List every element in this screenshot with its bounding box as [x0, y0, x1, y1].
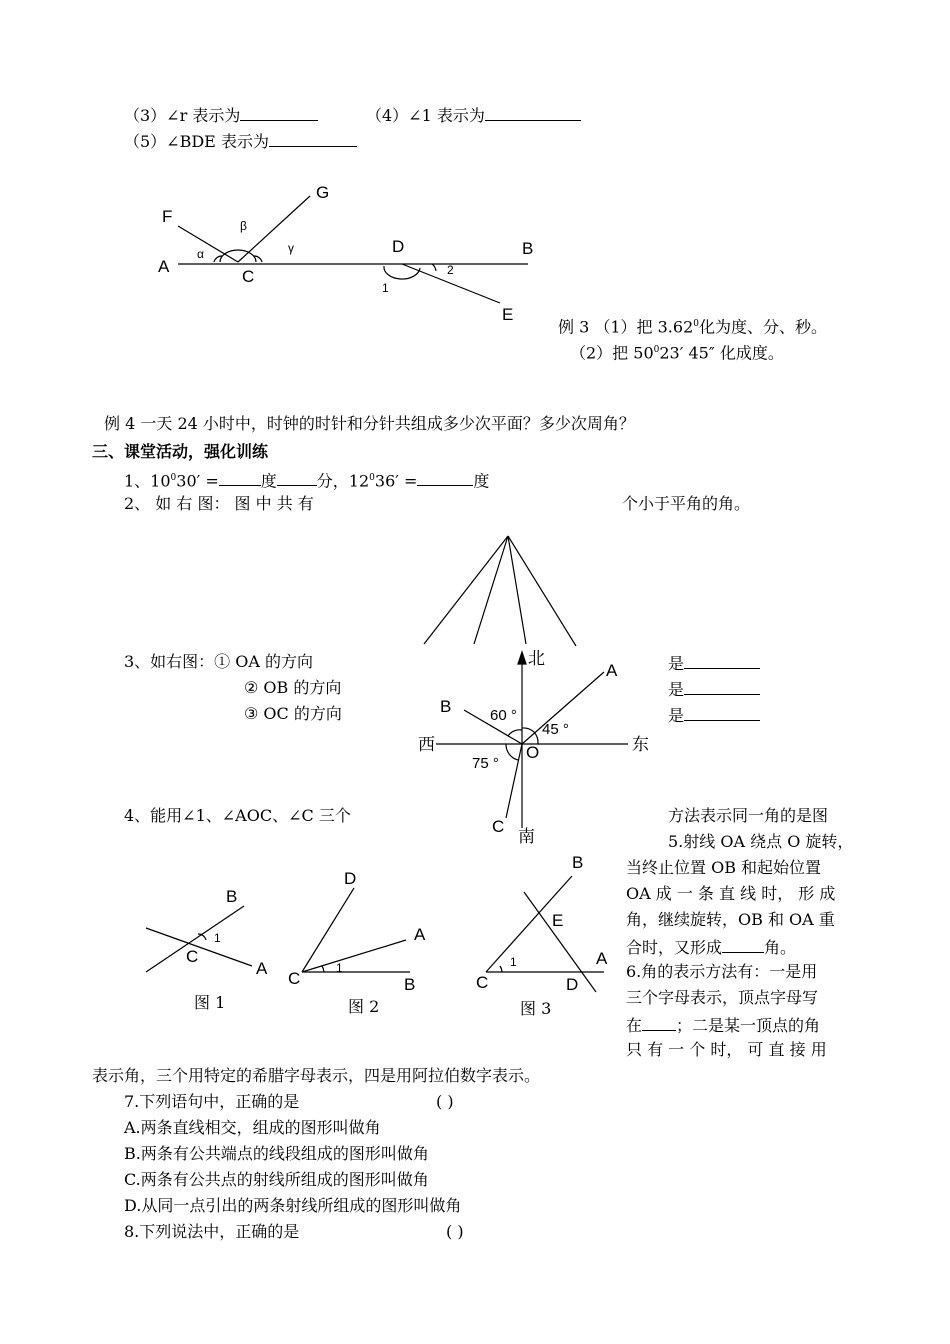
label-south: 南 [518, 827, 535, 846]
fig1-label-C: C [186, 947, 199, 966]
label-west: 西 [418, 735, 435, 754]
q5-line-2: 当终止位置 OB 和起始位置 [626, 858, 822, 877]
question-line-4: （4）∠1 表示为 [366, 104, 581, 126]
fig2-label-A: A [414, 925, 426, 944]
label-F: F [162, 207, 173, 226]
fig1-label-1: 1 [214, 931, 221, 945]
question-line-3: （3）∠r 表示为 [124, 104, 318, 126]
question-3-line-2: ② OB 的方向 [244, 678, 342, 697]
q7-option-d[interactable]: D.从同一点引出的两条射线所组成的图形叫做角 [124, 1196, 462, 1215]
label-A: A [606, 661, 618, 680]
question-3-line-1: 3、如右图：① OA 的方向 [124, 652, 314, 671]
fig2-label-1: 1 [336, 961, 343, 975]
question-2-part-b: 个小于平角的角。 [622, 494, 751, 513]
q7-option-a[interactable]: A.两条直线相交，组成的图形叫做角 [124, 1118, 381, 1137]
label-gamma: γ [288, 241, 294, 255]
label-B: B [440, 697, 452, 716]
label-D: D [392, 237, 405, 256]
fig1-caption: 图 1 [194, 993, 226, 1012]
fig3-label-1: 1 [510, 955, 517, 969]
fig3-label-E: E [552, 911, 564, 930]
label-45: 45 ° [542, 721, 569, 738]
question-1: 1、$10^030'$ = 度 分，$12^036'$ = 度 [124, 471, 490, 491]
question-8: 8.下列说法中，正确的是 [124, 1222, 300, 1241]
q6-line-4: 只 有 一 个 时， 可 直 接 用 [626, 1040, 827, 1059]
answer-OC: 是 [668, 704, 760, 726]
example-4: 例 4 一天 24 小时中，时钟的时针和分针共组成多少次平面？多少次周角？ [104, 414, 635, 433]
q7-answer-paren[interactable]: ( ) [436, 1092, 454, 1111]
answer-OA: 是 [668, 652, 760, 674]
q7-option-b[interactable]: B.两条有公共端点的线段组成的图形叫做角 [124, 1144, 429, 1163]
q6-line-5: 表示角，三个用特定的希腊字母表示，四是用阿拉伯数字表示。 [92, 1066, 541, 1085]
fig2-label-B: B [404, 975, 416, 994]
label-beta: β [240, 219, 247, 233]
question-line-5: （5）∠BDE 表示为 [124, 130, 357, 152]
q5-line-5: 合时，又形成 角。 [626, 938, 797, 957]
answer-OB: 是 [668, 678, 760, 700]
label-C: C [492, 817, 505, 836]
label-alpha: α [197, 247, 204, 261]
label-1: 1 [382, 281, 389, 295]
label-O: O [526, 743, 540, 762]
label-B: B [522, 239, 534, 258]
fig1-label-A: A [256, 959, 268, 978]
question-4-part-a: 4、能用∠1、∠AOC、∠C 三个 [124, 806, 351, 825]
question-7: 7.下列语句中，正确的是 [124, 1092, 300, 1111]
label-A: A [158, 257, 170, 276]
fig3-label-D: D [566, 975, 579, 994]
fig3-caption: 图 3 [520, 999, 552, 1018]
fig3-label-A: A [596, 949, 608, 968]
label-E: E [502, 305, 514, 324]
label-north: 北 [528, 649, 545, 668]
q7-option-c[interactable]: C.两条有公共点的射线所组成的图形叫做角 [124, 1170, 429, 1189]
q6-line-2: 三个字母表示，顶点字母写 [626, 988, 819, 1007]
fig2-caption: 图 2 [348, 997, 380, 1016]
example-3-line-1: 例 3 （1）把 3.62$^0$化为度、分、秒。 [558, 317, 827, 337]
fig2-label-C: C [288, 969, 301, 988]
label-2: 2 [447, 263, 454, 277]
q8-answer-paren[interactable]: ( ) [446, 1222, 464, 1241]
q6-line-3: 在 ；二是某一顶点的角 [626, 1016, 821, 1035]
q5-line-4: 角，继续旋转，OB 和 OA 重 [626, 910, 835, 929]
label-60: 60 ° [490, 707, 517, 724]
label-C: C [242, 267, 255, 286]
fig1-label-B: B [226, 887, 238, 906]
label-east: 东 [632, 735, 649, 754]
question-3-line-3: ③ OC 的方向 [244, 704, 342, 723]
example-3-line-2: （2）把 $50^023'$ 45″ 化成度。 [570, 343, 784, 363]
question-4-part-b: 方法表示同一角的是图 [668, 806, 829, 825]
fig3-label-C: C [476, 973, 489, 992]
label-G: G [316, 183, 330, 202]
q6-line-1: 6.角的表示方法有：一是用 [626, 962, 818, 981]
fig3-label-B: B [572, 853, 584, 872]
label-75: 75 ° [472, 755, 499, 772]
question-2-part-a: 2、 如 右 图： 图 中 共 有 [124, 494, 314, 513]
q5-line-1: 5.射线 OA 绕点 O 旋转， [668, 832, 854, 851]
section-heading: 三、课堂活动，强化训练 [92, 442, 269, 461]
q5-line-3: OA 成 一 条 直 线 时， 形 成 [626, 884, 836, 903]
fig2-label-D: D [344, 869, 357, 888]
